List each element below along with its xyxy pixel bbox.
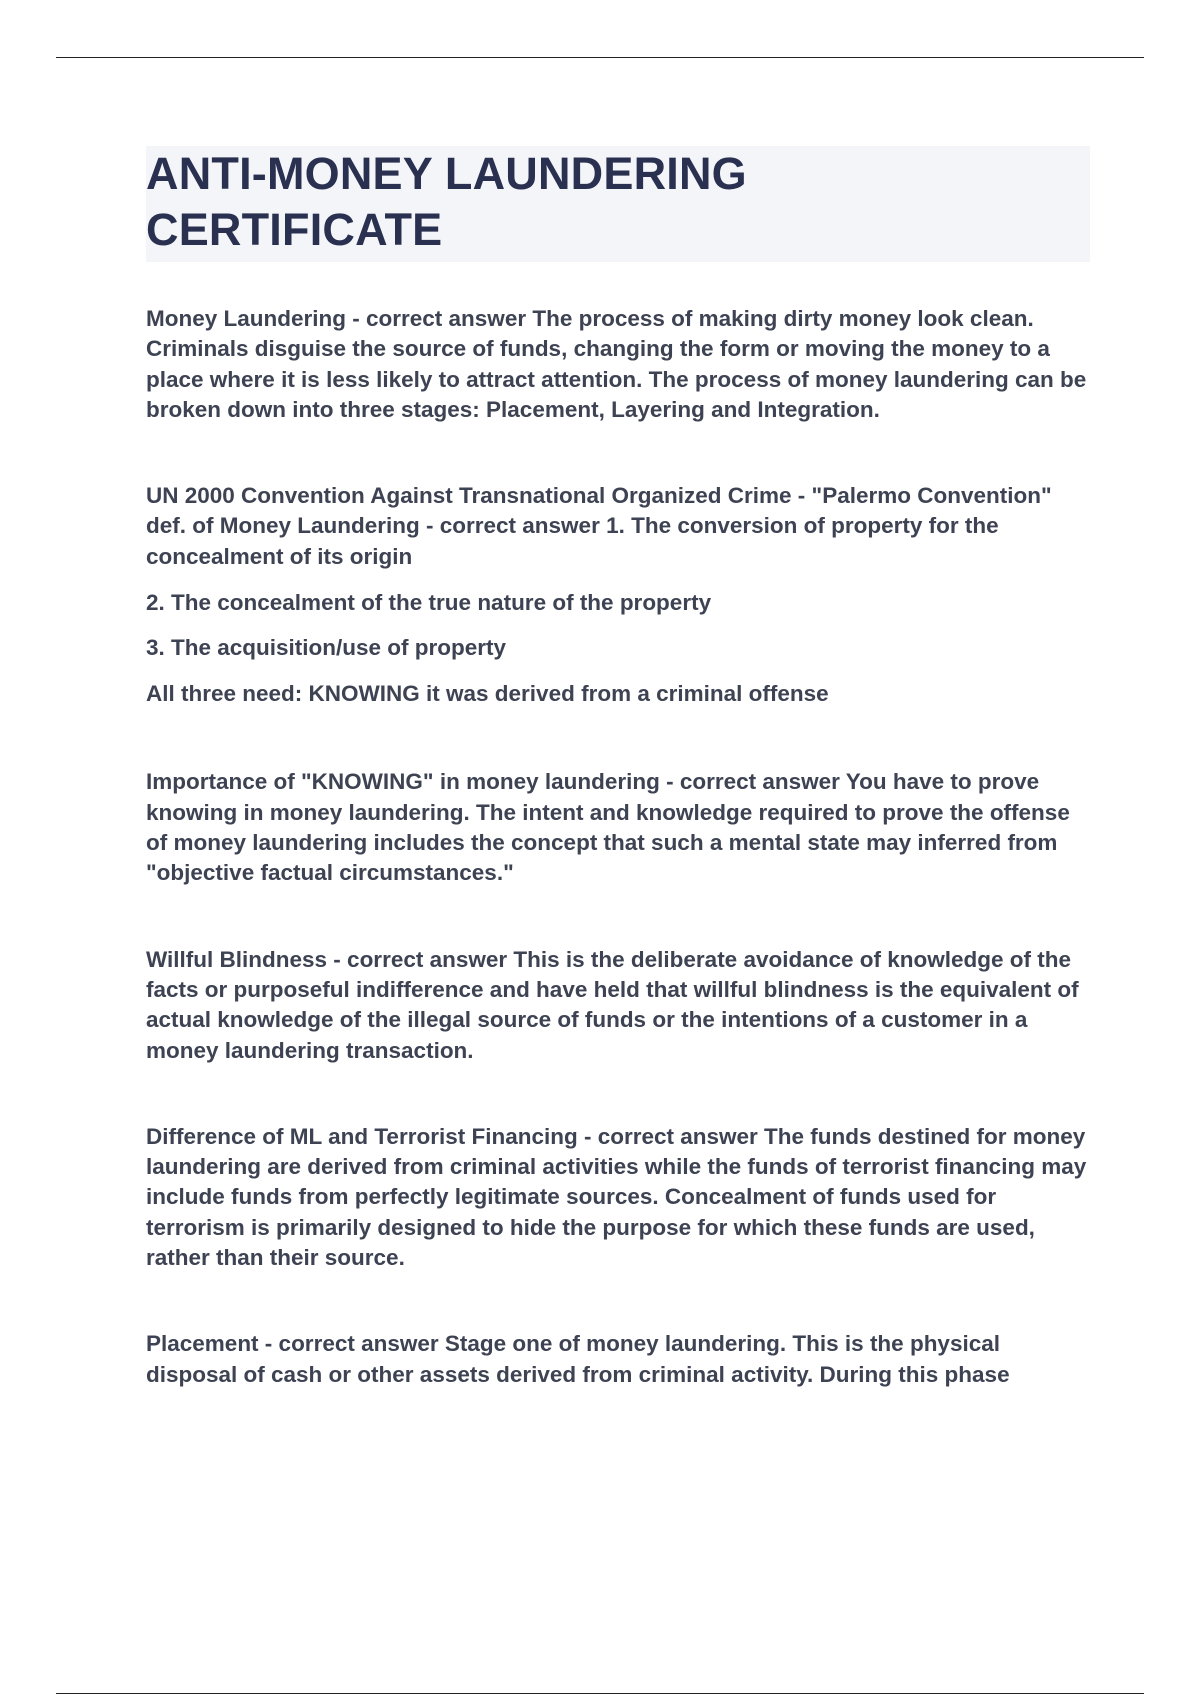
entry-ml-vs-terrorist-financing	[146, 1122, 1090, 1273]
title-block	[146, 146, 1090, 262]
title-line-2: CERTIFICATE	[146, 204, 443, 255]
entry-line: All three need: KNOWING it was derived from a criminal offense	[146, 681, 829, 707]
entry-text: Importance of "KNOWING" in money laundering - correct answer You have to prove knowing in money laundering. The intent and knowledge required to prove the offense of money laundering includes the concept that such a mental state may inferred from "objective factual circumstances."	[146, 769, 1070, 886]
bottom-rule	[56, 1693, 1144, 1694]
page-title	[146, 146, 1090, 258]
entry-line: 2. The concealment of the true nature of the property	[146, 589, 712, 615]
entry-importance-of-knowing	[146, 767, 1090, 888]
entry-text: UN 2000 Convention Against Transnational Organized Crime - "Palermo Convention" def. of Money Laundering - correct answer 1. The conversion of property for the concealment of its origin	[146, 483, 1052, 569]
entry-text: Money Laundering - correct answer The process of making dirty money look clean. Criminals disguise the source of funds, changing the form or moving the money to a place where it is less likely to attract attention. The process of money laundering can be broken down into three stages: Placement, Layering and Integration.	[146, 306, 1087, 422]
entry-line: 3. The acquisition/use of property	[146, 635, 507, 661]
entry-text: Difference of ML and Terrorist Financing - correct answer The funds destined for money laundering are derived from criminal activities while the funds of terrorist financing may include funds from perfectly legitimate sources. Concealment of funds used for terrorism is primarily designed to hide the purpose for which these funds are used, rather than their source.	[146, 1123, 1087, 1271]
page-content	[146, 146, 1090, 1446]
entry-money-laundering	[146, 304, 1090, 425]
entry-palermo-convention	[146, 481, 1090, 709]
entry-willful-blindness	[146, 945, 1090, 1066]
entry-text: Willful Blindness - correct answer This is the deliberate avoidance of knowledge of the facts or purposeful indifference and have held that willful blindness is the equivalent of actual knowledge of the illegal source of funds or the intentions of a customer in a money laundering transaction.	[146, 946, 1079, 1063]
entry-placement	[146, 1329, 1090, 1390]
title-line-1: ANTI-MONEY LAUNDERING	[146, 148, 747, 199]
top-rule	[56, 57, 1144, 58]
entry-text: Placement - correct answer Stage one of money laundering. This is the physical disposal of cash or other assets derived from criminal activity. During this phase	[146, 1331, 1010, 1387]
